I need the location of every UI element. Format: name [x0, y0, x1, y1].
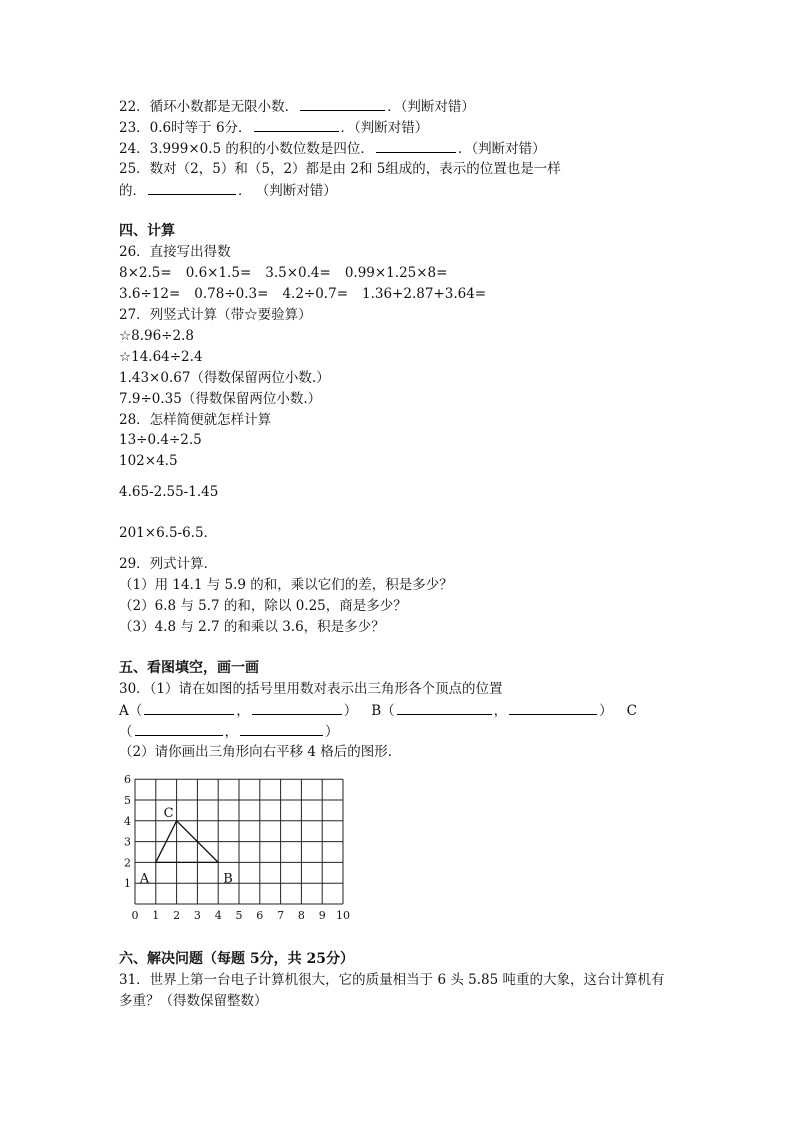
question-27-title: 27．列竖式计算（带☆要验算）	[119, 307, 312, 323]
coordinate-grid[interactable]	[118, 770, 368, 922]
question-30-title: 30．（1）请在如图的括号里用数对表示出三角形各个顶点的位置	[119, 681, 503, 697]
x-tick-label: 6	[256, 909, 264, 922]
answer-blank-25[interactable]	[148, 181, 236, 195]
y-tick-label: 2	[124, 856, 131, 870]
question-30-part2: （2）请你画出三角形向右平移 4 格后的图形．	[119, 744, 402, 760]
x-tick-label: 1	[152, 909, 160, 922]
y-tick-label: 5	[124, 794, 131, 807]
question-28-title: 28．怎样简便就怎样计算	[119, 412, 272, 428]
answer-blank-c-x[interactable]	[135, 722, 223, 736]
question-25-line2: 的． ． （判断对错）	[119, 183, 337, 199]
question-29-item: （1）用 14.1 与 5.9 的和，乘以它们的差，积是多少？	[119, 577, 453, 593]
section-6-heading: 六、解决问题（每题 5分，共 25分）	[119, 951, 354, 967]
answer-blank-a-x[interactable]	[144, 701, 234, 715]
question-31-line2: 多重？（得数保留整数）	[119, 993, 268, 1009]
section-5-heading: 五、看图填空，画一画	[119, 660, 259, 676]
vertex-label: A	[139, 871, 150, 887]
answer-blank-22[interactable]	[300, 97, 385, 111]
question-28-item: 13÷0.4÷2.5	[119, 432, 202, 448]
x-tick-label: 10	[336, 909, 350, 922]
question-26-row1: 8×2.5= 0.6×1.5= 3.5×0.4= 0.99×1.25×8=	[119, 265, 448, 281]
answer-blank-b-y[interactable]	[509, 701, 597, 715]
question-27-item: 7.9÷0.35（得数保留两位小数.）	[119, 391, 322, 407]
question-29-item: （2）6.8 与 5.7 的和，除以 0.25，商是多少？	[119, 598, 407, 614]
question-31-line1: 31．世界上第一台电子计算机很大，它的质量相当于 6 头 5.85 吨重的大象，这台计算机有	[119, 972, 665, 988]
question-30-c-line: （ ， ）	[119, 724, 339, 740]
x-tick-label: 3	[193, 909, 201, 922]
section-4-heading: 四、计算	[119, 223, 175, 239]
question-28-item: 4.65-2.55-1.45	[119, 484, 219, 500]
answer-blank-b-x[interactable]	[397, 701, 492, 715]
question-28-item: 201×6.5-6.5．	[119, 525, 218, 541]
y-tick-label: 6	[124, 773, 131, 787]
question-29-item: （3）4.8 与 2.7 的和乘以 3.6，积是多少？	[119, 619, 385, 635]
y-tick-label: 3	[124, 835, 131, 849]
question-28-item: 102×4.5	[119, 453, 178, 469]
question-30-ab-line: A（ ， ） B（ ， ） C	[119, 703, 638, 719]
question-27-item: 1.43×0.67（得数保留两位小数.）	[119, 370, 330, 386]
vertex-label: C	[163, 805, 174, 821]
answer-blank-c-y[interactable]	[240, 722, 323, 736]
x-tick-label: 9	[318, 909, 326, 922]
question-23: 23．0.6时等于 6分． ．（判断对错）	[119, 120, 429, 136]
question-22: 22．循环小数都是无限小数． ．（判断对错）	[119, 99, 475, 115]
question-27-item: ☆8.96÷2.8	[119, 328, 194, 344]
question-27-item: ☆14.64÷2.4	[119, 349, 203, 365]
answer-blank-24[interactable]	[376, 139, 456, 153]
answer-blank-23[interactable]	[254, 118, 339, 132]
x-tick-label: 8	[297, 909, 305, 922]
question-26-title: 26．直接写出得数	[119, 244, 231, 260]
x-tick-label: 7	[277, 909, 285, 922]
y-tick-label: 4	[124, 814, 131, 828]
question-25-line1: 25．数对（2，5）和（5，2）都是由 2和 5组成的，表示的位置也是一样	[119, 161, 561, 177]
x-tick-label: 4	[214, 909, 222, 922]
answer-blank-a-y[interactable]	[252, 701, 342, 715]
y-tick-label: 1	[124, 877, 131, 891]
question-29-title: 29．列式计算．	[119, 556, 218, 572]
vertex-label: B	[223, 871, 233, 887]
x-tick-label: 5	[235, 909, 243, 922]
question-24: 24．3.999×0.5 的积的小数位数是四位． ．（判断对错）	[119, 141, 546, 157]
question-26-row2: 3.6÷12= 0.78÷0.3= 4.2÷0.7= 1.36+2.87+3.64=	[119, 286, 487, 302]
x-tick-label: 0	[131, 909, 139, 922]
x-tick-label: 2	[173, 909, 181, 922]
